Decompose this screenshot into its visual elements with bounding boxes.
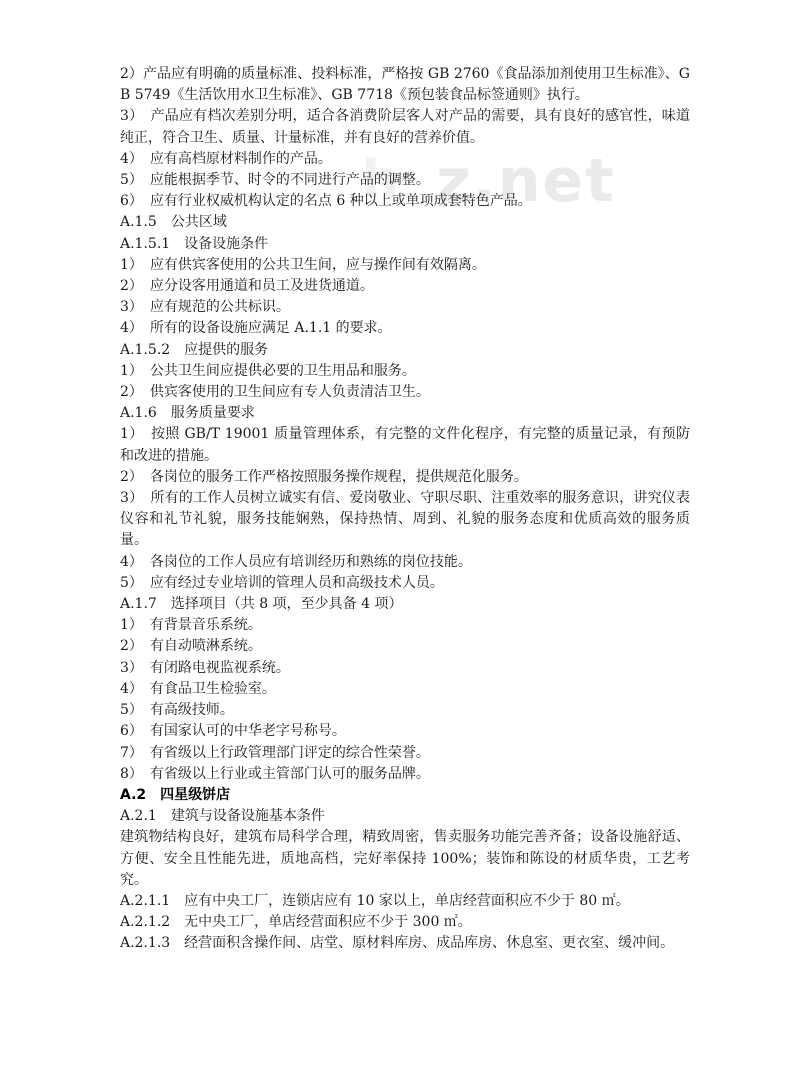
section-heading-a-1-5-2: A.1.5.2 应提供的服务 bbox=[120, 341, 269, 358]
watermark: z.net bbox=[436, 146, 616, 216]
section-heading-a-1-5: A.1.5 公共区域 bbox=[120, 214, 227, 231]
list-item-senior-technician: 5） 有高级技师。 bbox=[120, 702, 234, 719]
section-heading-a-1-7: A.1.7 选择项目（共 8 项，至少具备 4 项） bbox=[120, 596, 403, 613]
list-item-product-grades: 3） 产品应有档次差别分明，适合各消费阶层客人对产品的需要，具有良好的感官性，味道纯正，符合卫生、质量、计量标准，并有良好的营养价值。 bbox=[120, 108, 690, 146]
section-heading-a-1-5-1: A.1.5.1 设备设施条件 bbox=[120, 235, 269, 252]
list-item-separate-passages: 2） 应分设客用通道和员工及进货通道。 bbox=[120, 278, 374, 295]
list-item-cctv: 3） 有闭路电视监视系统。 bbox=[120, 659, 290, 676]
clause-a-2-1-3: A.2.1.3 经营面积含操作间、店堂、原材料库房、成品库房、休息室、更衣室、缓冲间。 bbox=[120, 935, 675, 952]
clause-a-2-1-2: A.2.1.2 无中央工厂，单店经营面积应不少于 300 ㎡。 bbox=[120, 914, 472, 931]
list-item-staff-attitude: 3） 所有的工作人员树立诚实有信、爱岗敬业、守职尽职、注重效率的服务意识，讲究仪表仪容和礼节礼貌，服务技能娴熟，保持热情、周到、礼貌的服务态度和优质高效的服务质量。 bbox=[120, 490, 690, 549]
list-item-meet-a-1-1: 4） 所有的设备设施应满足 A.1.1 的要求。 bbox=[120, 320, 392, 337]
list-item-time-honored-brand: 6） 有国家认可的中华老字号称号。 bbox=[120, 723, 346, 740]
list-item-management-staff: 5） 应有经过专业培训的管理人员和高级技术人员。 bbox=[120, 574, 444, 591]
section-heading-a-2-1: A.2.1 建筑与设备设施基本条件 bbox=[120, 808, 325, 825]
list-item-premium-materials: 4） 应有高档原材料制作的产品。 bbox=[120, 150, 332, 167]
list-item-seasonal-adjustment: 5） 应能根据季节、时令的不同进行产品的调整。 bbox=[120, 172, 430, 189]
section-heading-a-2: A.2 四星级饼店 bbox=[120, 786, 231, 803]
list-item-restroom-supplies: 1） 公共卫生间应提供必要的卫生用品和服务。 bbox=[120, 362, 416, 379]
list-item-public-restroom: 1） 应有供宾客使用的公共卫生间，应与操作间有效隔离。 bbox=[120, 256, 486, 273]
list-item-staff-training: 4） 各岗位的工作人员应有培训经历和熟练的岗位技能。 bbox=[120, 553, 472, 570]
list-item-service-procedures: 2） 各岗位的服务工作严格按照服务操作规程，提供规范化服务。 bbox=[120, 468, 528, 485]
list-item-restroom-cleaning: 2） 供宾客使用的卫生间应有专人负责清洁卫生。 bbox=[120, 384, 430, 401]
list-item-sprinkler: 2） 有自动喷淋系统。 bbox=[120, 638, 262, 655]
list-item-quality-standards: 2）产品应有明确的质量标准、投料标准，严格按 GB 2760《食品添加剂使用卫生标准》、GB 5749《生活饮用水卫生标准》、GB 7718《预包装食品标签通则》执行。 bbox=[120, 66, 690, 104]
list-item-famous-pastries: 6） 应有行业权威机构认定的名点 6 种以上或单项成套特色产品。 bbox=[120, 193, 532, 210]
list-item-food-lab: 4） 有食品卫生检验室。 bbox=[120, 680, 276, 697]
list-item-background-music: 1） 有背景音乐系统。 bbox=[120, 617, 262, 634]
watermark-partial: h bbox=[362, 150, 400, 210]
clause-a-2-1-1: A.2.1.1 应有中央工厂，连锁店应有 10 家以上，单店经营面积应不少于 80 ㎡。 bbox=[120, 892, 630, 909]
section-heading-a-1-6: A.1.6 服务质量要求 bbox=[120, 405, 255, 422]
list-item-public-signage: 3） 应有规范的公共标识。 bbox=[120, 299, 290, 316]
list-item-provincial-honor: 7） 有省级以上行政管理部门评定的综合性荣誉。 bbox=[120, 744, 430, 761]
list-item-quality-system: 1） 按照 GB/T 19001 质量管理体系，有完整的文件化程序，有完整的质量记录，有预防和改进的措施。 bbox=[120, 426, 690, 464]
list-item-service-brand: 8） 有省级以上行业或主管部门认可的服务品牌。 bbox=[120, 765, 430, 782]
paragraph-building-conditions: 建筑物结构良好，建筑布局科学合理，精致周密，售卖服务功能完善齐备；设备设施舒适、方便、安全且性能先进，质地高档，完好率保持 100%；装饰和陈设的材质华贵，工艺考究。 bbox=[120, 829, 690, 888]
document-body bbox=[120, 64, 690, 955]
